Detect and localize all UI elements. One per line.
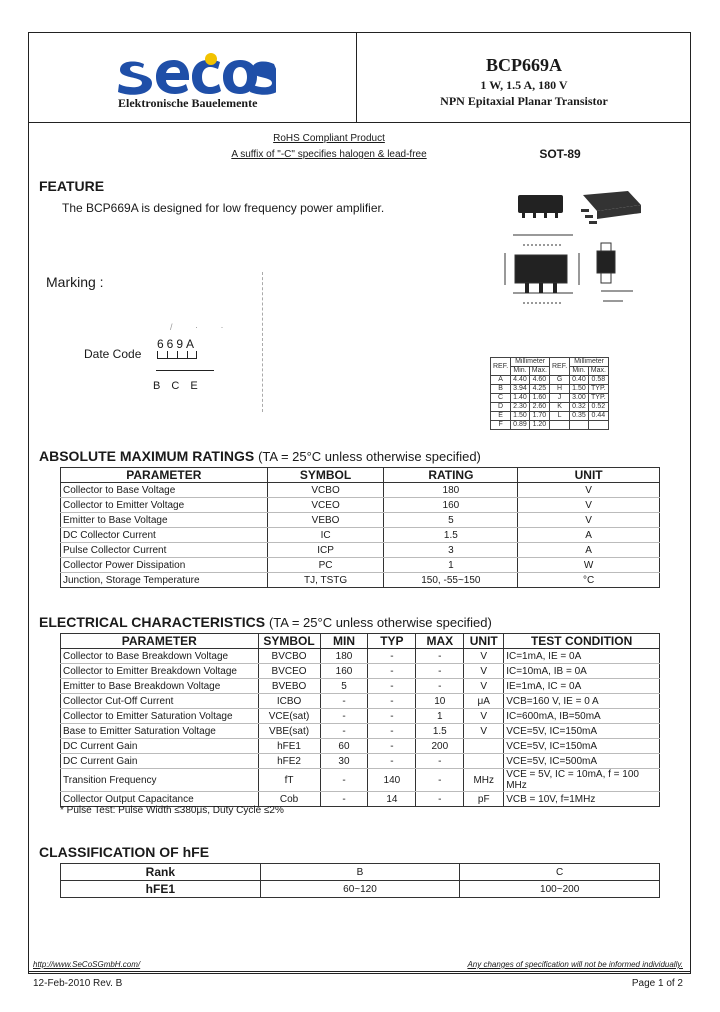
amr-cell: VCBO bbox=[267, 483, 384, 498]
ec-condition: (TA = 25°C unless otherwise specified) bbox=[268, 615, 492, 630]
table-row bbox=[61, 498, 660, 513]
ec-cell: - bbox=[320, 709, 368, 724]
table-row bbox=[61, 649, 660, 664]
ec-cell: BVCBO bbox=[258, 649, 320, 664]
ec-cell: - bbox=[320, 769, 368, 792]
pulse-test-note: * Pulse Test: Pulse Width ≤380μs, Duty Cycle ≤2% bbox=[60, 805, 284, 816]
package-photo-left bbox=[518, 195, 563, 218]
table-row bbox=[61, 709, 660, 724]
ec-cell: Collector Cut-Off Current bbox=[61, 694, 259, 709]
ec-cell: IC=10mA, IB = 0A bbox=[504, 664, 660, 679]
rank-b: B bbox=[260, 864, 460, 881]
dim-header: REF. bbox=[491, 358, 511, 376]
ec-cell: VCE=5V, IC=150mA bbox=[504, 724, 660, 739]
header-bottom-rule bbox=[28, 122, 691, 123]
ec-cell: 180 bbox=[320, 649, 368, 664]
table-row bbox=[61, 754, 660, 769]
dim-subheader: Min. bbox=[511, 367, 530, 376]
dim-cell: 2.30 bbox=[511, 403, 530, 412]
amr-cell: ICP bbox=[267, 543, 384, 558]
dim-cell: 2.60 bbox=[529, 403, 549, 412]
amr-cell: W bbox=[518, 558, 660, 573]
ec-cell: - bbox=[416, 664, 464, 679]
amr-cell: 1.5 bbox=[384, 528, 518, 543]
amr-cell: IC bbox=[267, 528, 384, 543]
dim-cell: 1.40 bbox=[511, 394, 530, 403]
dim-cell: 0.35 bbox=[570, 412, 589, 421]
amr-cell: DC Collector Current bbox=[61, 528, 268, 543]
dim-header: REF. bbox=[549, 358, 569, 376]
ec-cell: Transition Frequency bbox=[61, 769, 259, 792]
dim-cell: D bbox=[491, 403, 511, 412]
amr-cell: 1 bbox=[384, 558, 518, 573]
ec-cell: Cob bbox=[258, 792, 320, 807]
ec-cell: - bbox=[368, 724, 416, 739]
ec-cell: fT bbox=[258, 769, 320, 792]
ec-header: TYP bbox=[368, 634, 416, 649]
footer-rule bbox=[28, 971, 691, 972]
ec-cell: BVEBO bbox=[258, 679, 320, 694]
ec-cell: VCE(sat) bbox=[258, 709, 320, 724]
dashed-divider bbox=[262, 272, 263, 412]
date-code-label: Date Code bbox=[84, 347, 142, 361]
dim-row bbox=[491, 421, 609, 430]
ec-cell: - bbox=[416, 769, 464, 792]
dim-cell: 1.50 bbox=[511, 412, 530, 421]
ec-cell: VCB=160 V, IE = 0 A bbox=[504, 694, 660, 709]
ec-cell: - bbox=[416, 754, 464, 769]
device-description: NPN Epitaxial Planar Transistor bbox=[440, 94, 608, 108]
dim-cell: C bbox=[491, 394, 511, 403]
amr-cell: Junction, Storage Temperature bbox=[61, 573, 268, 588]
ec-cell: V bbox=[464, 649, 504, 664]
ec-cell: 60 bbox=[320, 739, 368, 754]
amr-cell: 5 bbox=[384, 513, 518, 528]
dim-cell: K bbox=[549, 403, 569, 412]
ec-cell: - bbox=[416, 649, 464, 664]
amr-cell: Collector to Emitter Voltage bbox=[61, 498, 268, 513]
ec-cell: - bbox=[416, 792, 464, 807]
dim-cell: 4.60 bbox=[529, 376, 549, 385]
dim-header: Millimeter bbox=[570, 358, 609, 367]
ec-cell: Collector to Emitter Saturation Voltage bbox=[61, 709, 259, 724]
amr-cell: V bbox=[518, 513, 660, 528]
dim-subheader: Max. bbox=[529, 367, 549, 376]
sot89-package-drawing bbox=[493, 183, 683, 353]
amr-cell: 150, -55~150 bbox=[384, 573, 518, 588]
dim-cell: 3.00 bbox=[570, 394, 589, 403]
amr-cell: A bbox=[518, 528, 660, 543]
amr-title bbox=[39, 448, 481, 464]
ec-title bbox=[39, 614, 492, 630]
ec-cell: VBE(sat) bbox=[258, 724, 320, 739]
date-code-boxes bbox=[157, 350, 197, 359]
dim-cell: F bbox=[491, 421, 511, 430]
ec-cell: hFE1 bbox=[258, 739, 320, 754]
amr-cell: PC bbox=[267, 558, 384, 573]
table-row bbox=[61, 769, 660, 792]
ec-cell: DC Current Gain bbox=[61, 754, 259, 769]
dim-cell: 4.40 bbox=[511, 376, 530, 385]
ec-cell: - bbox=[368, 754, 416, 769]
marking-pin-line bbox=[156, 370, 214, 371]
dim-subheader: Min. bbox=[570, 367, 589, 376]
table-row bbox=[61, 528, 660, 543]
amr-header: UNIT bbox=[518, 468, 660, 483]
range-b: 60~120 bbox=[260, 881, 460, 898]
ec-cell: 30 bbox=[320, 754, 368, 769]
ec-cell: V bbox=[464, 709, 504, 724]
ec-header: SYMBOL bbox=[258, 634, 320, 649]
amr-title-text: ABSOLUTE MAXIMUM RATINGS bbox=[39, 448, 255, 464]
dim-cell: 0.58 bbox=[588, 376, 608, 385]
amr-cell: VEBO bbox=[267, 513, 384, 528]
ec-cell: VCE = 5V, IC = 10mA, f = 100 MHz bbox=[504, 769, 660, 792]
dim-cell: E bbox=[491, 412, 511, 421]
ec-header: UNIT bbox=[464, 634, 504, 649]
table-row bbox=[61, 694, 660, 709]
ec-cell: DC Current Gain bbox=[61, 739, 259, 754]
dim-cell: J bbox=[549, 394, 569, 403]
ec-cell: - bbox=[368, 694, 416, 709]
ec-cell: - bbox=[368, 649, 416, 664]
amr-cell: V bbox=[518, 483, 660, 498]
amr-cell: Collector to Base Voltage bbox=[61, 483, 268, 498]
dim-cell: 1.70 bbox=[529, 412, 549, 421]
ec-cell: IC=600mA, IB=50mA bbox=[504, 709, 660, 724]
absolute-maximum-ratings-table bbox=[60, 467, 660, 588]
dim-row bbox=[491, 376, 609, 385]
ec-cell: Collector to Base Breakdown Voltage bbox=[61, 649, 259, 664]
classification-table bbox=[60, 863, 660, 898]
amr-cell: 180 bbox=[384, 483, 518, 498]
ec-cell: 200 bbox=[416, 739, 464, 754]
ec-cell: VCB = 10V, f=1MHz bbox=[504, 792, 660, 807]
dim-cell: 1.60 bbox=[529, 394, 549, 403]
amr-cell: °C bbox=[518, 573, 660, 588]
dim-cell: L bbox=[549, 412, 569, 421]
ec-cell: 1.5 bbox=[416, 724, 464, 739]
dim-header: Millimeter bbox=[511, 358, 550, 367]
amr-cell: VCEO bbox=[267, 498, 384, 513]
ratings-summary: 1 W, 1.5 A, 180 V bbox=[480, 78, 568, 92]
rank-c: C bbox=[460, 864, 660, 881]
ec-cell: V bbox=[464, 724, 504, 739]
ec-cell: 160 bbox=[320, 664, 368, 679]
ec-cell bbox=[464, 739, 504, 754]
dim-cell: 1.50 bbox=[570, 385, 589, 394]
dim-cell: TYP. bbox=[588, 385, 608, 394]
table-row bbox=[61, 513, 660, 528]
dim-cell: G bbox=[549, 376, 569, 385]
dim-cell: 0.52 bbox=[588, 403, 608, 412]
ec-cell: - bbox=[368, 709, 416, 724]
marking-code: 669A bbox=[157, 337, 198, 351]
ec-cell: BVCEO bbox=[258, 664, 320, 679]
ec-header: MIN bbox=[320, 634, 368, 649]
marking-ticks: / · · bbox=[170, 322, 234, 332]
ec-cell: IE=1mA, IC = 0A bbox=[504, 679, 660, 694]
hfe1-label: hFE1 bbox=[61, 881, 261, 898]
table-row bbox=[61, 664, 660, 679]
table-row bbox=[61, 724, 660, 739]
ec-cell: - bbox=[416, 679, 464, 694]
dim-cell: 3.94 bbox=[511, 385, 530, 394]
ec-header: PARAMETER bbox=[61, 634, 259, 649]
specification-disclaimer: Any changes of specification will not be informed individually. bbox=[467, 960, 683, 969]
company-name: Elektronische Bauelemente bbox=[118, 96, 258, 110]
ec-cell: Collector Output Capacitance bbox=[61, 792, 259, 807]
dim-cell: 0.44 bbox=[588, 412, 608, 421]
ec-cell: Emitter to Base Breakdown Voltage bbox=[61, 679, 259, 694]
range-c: 100~200 bbox=[460, 881, 660, 898]
ec-cell: Base to Emitter Saturation Voltage bbox=[61, 724, 259, 739]
part-number: BCP669A bbox=[486, 55, 562, 75]
amr-cell: Emitter to Base Voltage bbox=[61, 513, 268, 528]
ec-header: TEST CONDITION bbox=[504, 634, 660, 649]
dim-cell: 0.89 bbox=[511, 421, 530, 430]
ec-cell: - bbox=[368, 679, 416, 694]
ec-cell: 10 bbox=[416, 694, 464, 709]
classification-title: CLASSIFICATION OF hFE bbox=[39, 844, 210, 860]
dim-subheader: Max. bbox=[588, 367, 608, 376]
dim-row bbox=[491, 385, 609, 394]
secos-logo bbox=[116, 52, 276, 98]
ec-cell: IC=1mA, IE = 0A bbox=[504, 649, 660, 664]
dim-cell: TYP. bbox=[588, 394, 608, 403]
ec-cell: μA bbox=[464, 694, 504, 709]
ec-cell: - bbox=[368, 739, 416, 754]
ec-cell: hFE2 bbox=[258, 754, 320, 769]
dim-cell: H bbox=[549, 385, 569, 394]
table-row bbox=[61, 573, 660, 588]
ec-cell: V bbox=[464, 679, 504, 694]
amr-condition: (TA = 25°C unless otherwise specified) bbox=[258, 449, 481, 464]
rank-label: Rank bbox=[61, 864, 261, 881]
dim-body bbox=[491, 376, 609, 430]
ec-cell: Collector to Emitter Breakdown Voltage bbox=[61, 664, 259, 679]
dim-cell bbox=[549, 421, 569, 430]
package-name: SOT-89 bbox=[539, 147, 581, 161]
feature-title: FEATURE bbox=[39, 178, 105, 194]
table-row bbox=[61, 558, 660, 573]
dim-cell bbox=[570, 421, 589, 430]
dim-cell bbox=[588, 421, 608, 430]
feature-text: The BCP669A is designed for low frequency power amplifier. bbox=[62, 201, 385, 215]
revision-date: 12-Feb-2010 Rev. B bbox=[33, 978, 123, 989]
ec-header: MAX bbox=[416, 634, 464, 649]
amr-cell: 160 bbox=[384, 498, 518, 513]
amr-cell: Collector Power Dissipation bbox=[61, 558, 268, 573]
electrical-characteristics-table bbox=[60, 633, 660, 807]
ec-cell: 14 bbox=[368, 792, 416, 807]
ec-cell bbox=[464, 754, 504, 769]
ec-cell: MHz bbox=[464, 769, 504, 792]
package-photo-right bbox=[581, 191, 641, 224]
ec-cell: pF bbox=[464, 792, 504, 807]
dimension-table bbox=[490, 357, 609, 430]
website-link[interactable]: http://www.SeCoSGmbH.com/ bbox=[33, 960, 141, 969]
amr-cell: 3 bbox=[384, 543, 518, 558]
dim-cell: 4.25 bbox=[529, 385, 549, 394]
amr-cell: A bbox=[518, 543, 660, 558]
dim-row bbox=[491, 412, 609, 421]
ec-cell: VCE=5V, IC=150mA bbox=[504, 739, 660, 754]
marking-label: Marking : bbox=[46, 274, 104, 290]
ec-cell: 1 bbox=[416, 709, 464, 724]
ec-cell: - bbox=[320, 792, 368, 807]
table-row bbox=[61, 679, 660, 694]
dim-row bbox=[491, 394, 609, 403]
dim-cell: B bbox=[491, 385, 511, 394]
ec-cell: - bbox=[368, 664, 416, 679]
dim-cell: 0.40 bbox=[570, 376, 589, 385]
halogen-suffix-notice: A suffix of "-C" specifies halogen & lead-free bbox=[231, 149, 427, 160]
ec-title-text: ELECTRICAL CHARACTERISTICS bbox=[39, 614, 266, 630]
table-row bbox=[61, 543, 660, 558]
dim-cell: 0.32 bbox=[570, 403, 589, 412]
dim-row bbox=[491, 403, 609, 412]
amr-header: PARAMETER bbox=[61, 468, 268, 483]
ec-cell: - bbox=[320, 724, 368, 739]
ec-cell: 5 bbox=[320, 679, 368, 694]
dim-cell: 1.20 bbox=[529, 421, 549, 430]
ec-cell: - bbox=[320, 694, 368, 709]
ec-cell: V bbox=[464, 664, 504, 679]
amr-header: RATING bbox=[384, 468, 518, 483]
amr-cell: TJ, TSTG bbox=[267, 573, 384, 588]
amr-header: SYMBOL bbox=[267, 468, 384, 483]
dim-cell: A bbox=[491, 376, 511, 385]
table-row bbox=[61, 483, 660, 498]
ec-cell: VCE=5V, IC=500mA bbox=[504, 754, 660, 769]
marking-pins: B C E bbox=[153, 380, 198, 392]
ec-cell: ICBO bbox=[258, 694, 320, 709]
amr-cell: Pulse Collector Current bbox=[61, 543, 268, 558]
rohs-notice: RoHS Compliant Product bbox=[273, 133, 385, 144]
table-row bbox=[61, 739, 660, 754]
amr-cell: V bbox=[518, 498, 660, 513]
page-number: Page 1 of 2 bbox=[631, 978, 683, 989]
ec-cell: 140 bbox=[368, 769, 416, 792]
